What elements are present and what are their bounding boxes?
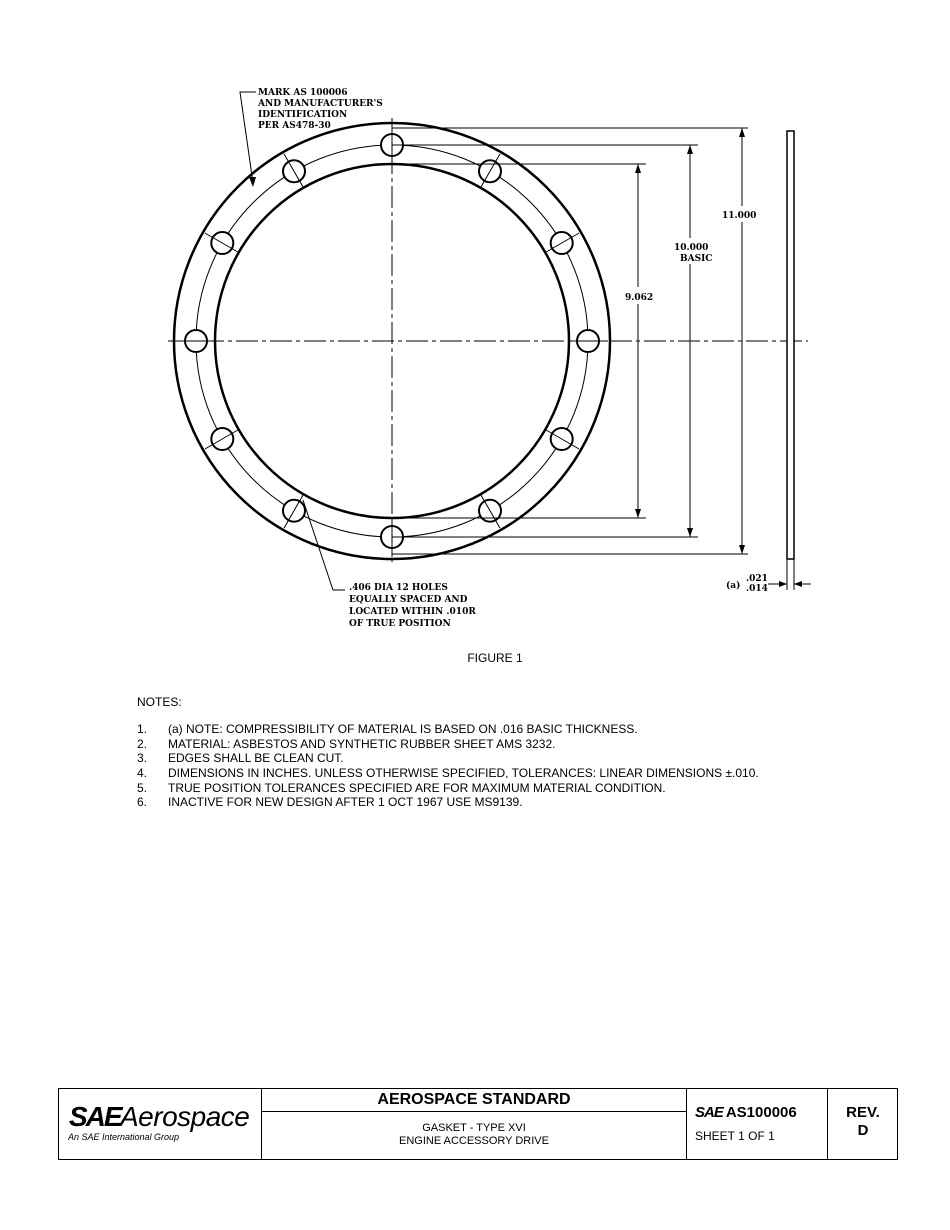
svg-text:LOCATED WITHIN .010R: LOCATED WITHIN .010R: [349, 607, 476, 617]
title-block: [58, 1088, 898, 1160]
revision-cell: [828, 1089, 898, 1159]
notes-title: NOTES:: [137, 695, 182, 709]
gasket-side-view: [787, 131, 794, 559]
svg-text:PER AS478-30: PER AS478-30: [258, 121, 331, 131]
note-item: 5. TRUE POSITION TOLERANCES SPECIFIED ARE FOR MAXIMUM MATERIAL CONDITION.: [137, 780, 666, 795]
dim-thickness-min: .014: [746, 584, 768, 594]
dim-bolt-circle-note: BASIC: [680, 254, 713, 264]
sae-aerospace-logo: [59, 1089, 262, 1159]
dim-inner-diameter: 9.062: [625, 293, 654, 303]
logo-tagline: An SAE International Group: [68, 1132, 180, 1142]
logo-aerospace-text: Aerospace: [120, 1101, 250, 1132]
svg-text:IDENTIFICATION: IDENTIFICATION: [258, 110, 348, 120]
dim-bolt-circle: 10.000: [674, 243, 709, 253]
svg-text:AND MANUFACTURER'S: AND MANUFACTURER'S: [258, 99, 383, 109]
document-title: GASKET - TYPE XVI ENGINE ACCESSORY DRIVE: [399, 1122, 549, 1147]
dim-outer-diameter: 11.000: [722, 211, 757, 221]
holes-callout: [349, 583, 476, 629]
note-item: 6. INACTIVE FOR NEW DESIGN AFTER 1 OCT 1967 USE MS9139.: [137, 795, 523, 810]
sheet-number: SHEET 1 OF 1: [695, 1129, 775, 1143]
note-item: 4. DIMENSIONS IN INCHES. UNLESS OTHERWISE SPECIFIED, TOLERANCES: LINEAR DIMENSIONS ±.010.: [137, 766, 759, 781]
title-block-center: [262, 1089, 687, 1159]
svg-text:EQUALLY SPACED AND: EQUALLY SPACED AND: [349, 595, 468, 605]
svg-text:MARK AS 100006: MARK AS 100006: [258, 88, 348, 98]
note-item: 3. EDGES SHALL BE CLEAN CUT.: [137, 751, 344, 766]
standard-heading: AEROSPACE STANDARD: [262, 1089, 686, 1112]
dim-thickness-max: .021: [746, 574, 768, 584]
note-item: 2. MATERIAL: ASBESTOS AND SYNTHETIC RUBBER SHEET AMS 3232.: [137, 736, 556, 751]
dim-thickness-prefix: (a): [726, 581, 741, 591]
revision-value: D: [857, 1122, 869, 1139]
document-number: SAE AS100006: [695, 1104, 797, 1121]
revision-label: REV.: [846, 1104, 880, 1121]
svg-text:OF TRUE POSITION: OF TRUE POSITION: [349, 619, 451, 629]
figure-caption: FIGURE 1: [467, 651, 523, 665]
document-number-cell: [687, 1089, 828, 1159]
holes-callout-leader: [303, 500, 345, 590]
notes-list: [137, 722, 759, 810]
logo-sae-text: SAE: [69, 1101, 121, 1132]
svg-text:.406 DIA 12 HOLES: .406 DIA 12 HOLES: [349, 583, 448, 593]
mark-callout-leader: [240, 92, 256, 183]
note-item: 1. (a) NOTE: COMPRESSIBILITY OF MATERIAL IS BASED ON .016 BASIC THICKNESS.: [137, 722, 638, 736]
